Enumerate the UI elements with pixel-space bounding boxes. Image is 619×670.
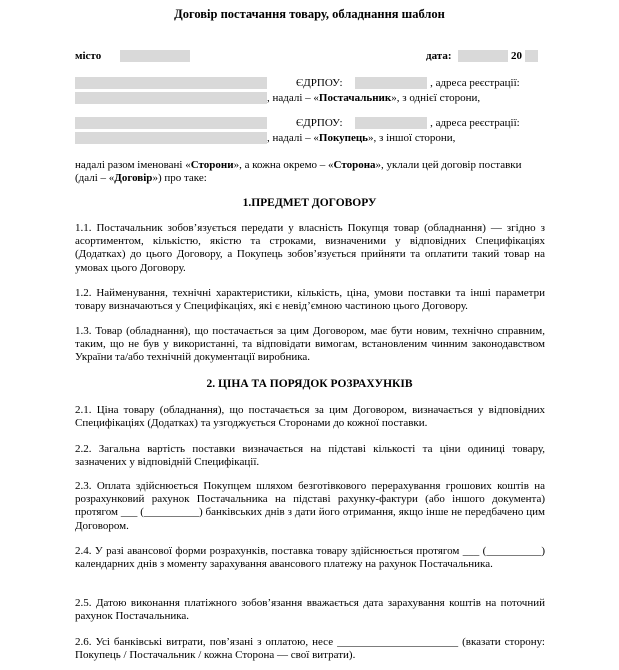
intro-line2 [75, 172, 207, 185]
party2-called-prefix: , надалі – « [267, 132, 319, 144]
party1-name-field[interactable] [75, 77, 267, 89]
clause-1-2: 1.2. Найменування, технічні характеристики, кількість, ціна, умови поставки та інші параметри товару визначаються у Специфікаціях, які є невід’ємною частиною цього Договору. [75, 287, 545, 313]
party2-name-field[interactable] [75, 117, 267, 129]
party1-line1 [75, 77, 267, 90]
city-label: місто [75, 50, 102, 62]
party2-edrpou-label: ЄДРПОУ: [296, 117, 343, 129]
clause-1-1: 1.1. Постачальник зобов’язується передати у власність Покупця товар (обладнання) — згідно з асортиментом, кількістю, якістю та строками, визначеними у відповідних Специфікаціях (Додатках) до цього Договору, а Покупець зобов’язується прийняти та оплатити такий товар на умовах цього Договору. [75, 222, 545, 274]
party1-edrpou [296, 77, 520, 90]
intro-sides: Сторони [190, 159, 234, 171]
party1-role: Постачальник [318, 92, 392, 104]
clause-1-3: 1.3. Товар (обладнання), що постачається за цим Договором, має бути новим, технічно справним, таким, що не був у використанні, та відповідати вимогам, встановленим чинним законодавством України та/або технічній документації виробника. [75, 325, 545, 364]
party2-role: Покупець [318, 132, 369, 144]
intro-text-c: », а кожна окремо – « [233, 159, 334, 171]
party1-address-field[interactable] [75, 92, 267, 104]
party1-line2 [75, 92, 480, 105]
party1-edrpou-label: ЄДРПОУ: [296, 77, 343, 89]
clause-2-6: 2.6. Усі банківські витрати, пов’язані з оплатою, несе ______________________ (вказати сторону: Покупець / Постачальник / кожна Сторона — свої витрати). [75, 636, 545, 662]
intro-side: Сторона [333, 159, 376, 171]
party1-called-prefix: , надалі – « [267, 92, 319, 104]
city-field[interactable] [120, 50, 190, 62]
clause-2-5: 2.5. Датою виконання платіжного зобов’язання вважається дата зарахування коштів на поточний рахунок Постачальника. [75, 597, 545, 623]
clause-2-3: 2.3. Оплата здійснюється Покупцем шляхом безготівкового перерахування грошових коштів на розрахунковий рахунок Постачальника на підставі рахунку-фактури (або іншого документа) протягом ___ (__________) банківських днів з дати його отримання, якщо інше не передбачено цим Договором. [75, 480, 545, 532]
year-field[interactable] [525, 50, 538, 62]
intro-text-2a: (далі – « [75, 172, 115, 184]
year-prefix: 20 [510, 50, 522, 62]
clause-2-4: 2.4. У разі авансової форми розрахунків, поставка товару здійснюється протягом ___ (__________) календарних днів з моменту зарахування авансового платежу на рахунок Постачальника. [75, 545, 545, 571]
party2-line1 [75, 117, 267, 130]
document-title: Договір постачання товару, обладнання шаблон [174, 7, 445, 21]
party2-line2 [75, 132, 455, 145]
party2-address-label: , адреса реєстрації: [430, 117, 520, 129]
party1-address-label: , адреса реєстрації: [430, 77, 520, 89]
party1-called-suffix: », з однієї сторони, [391, 92, 481, 104]
date-row [426, 50, 538, 63]
section1-heading: 1.ПРЕДМЕТ ДОГОВОРУ [242, 197, 377, 209]
intro-text-a: надалі разом іменовані « [75, 159, 191, 171]
clause-2-1: 2.1. Ціна товару (обладнання), що постачається за цим Договором, визначається у відповідних Специфікаціях (Додатках) та узгоджується Сторонами до кожної поставки. [75, 404, 545, 430]
date-field[interactable] [458, 50, 508, 62]
city-row [75, 50, 190, 63]
intro-text-2c: ») про таке: [152, 172, 207, 184]
party1-edrpou-field[interactable] [355, 77, 427, 89]
party2-called-suffix: », з іншої сторони, [368, 132, 456, 144]
party2-address-field[interactable] [75, 132, 267, 144]
party2-edrpou [296, 117, 520, 130]
date-label: дата: [426, 50, 452, 62]
party2-edrpou-field[interactable] [355, 117, 427, 129]
intro-line1 [75, 159, 522, 172]
intro-contract: Договір [114, 172, 153, 184]
clause-2-2: 2.2. Загальна вартість поставки визначається на підставі кількості та ціни одиниці товару, зазначених у відповідній Специфікації. [75, 443, 545, 469]
section2-heading: 2. ЦІНА ТА ПОРЯДОК РОЗРАХУНКІВ [206, 378, 413, 390]
intro-text-e: », уклали цей договір поставки [375, 159, 522, 171]
